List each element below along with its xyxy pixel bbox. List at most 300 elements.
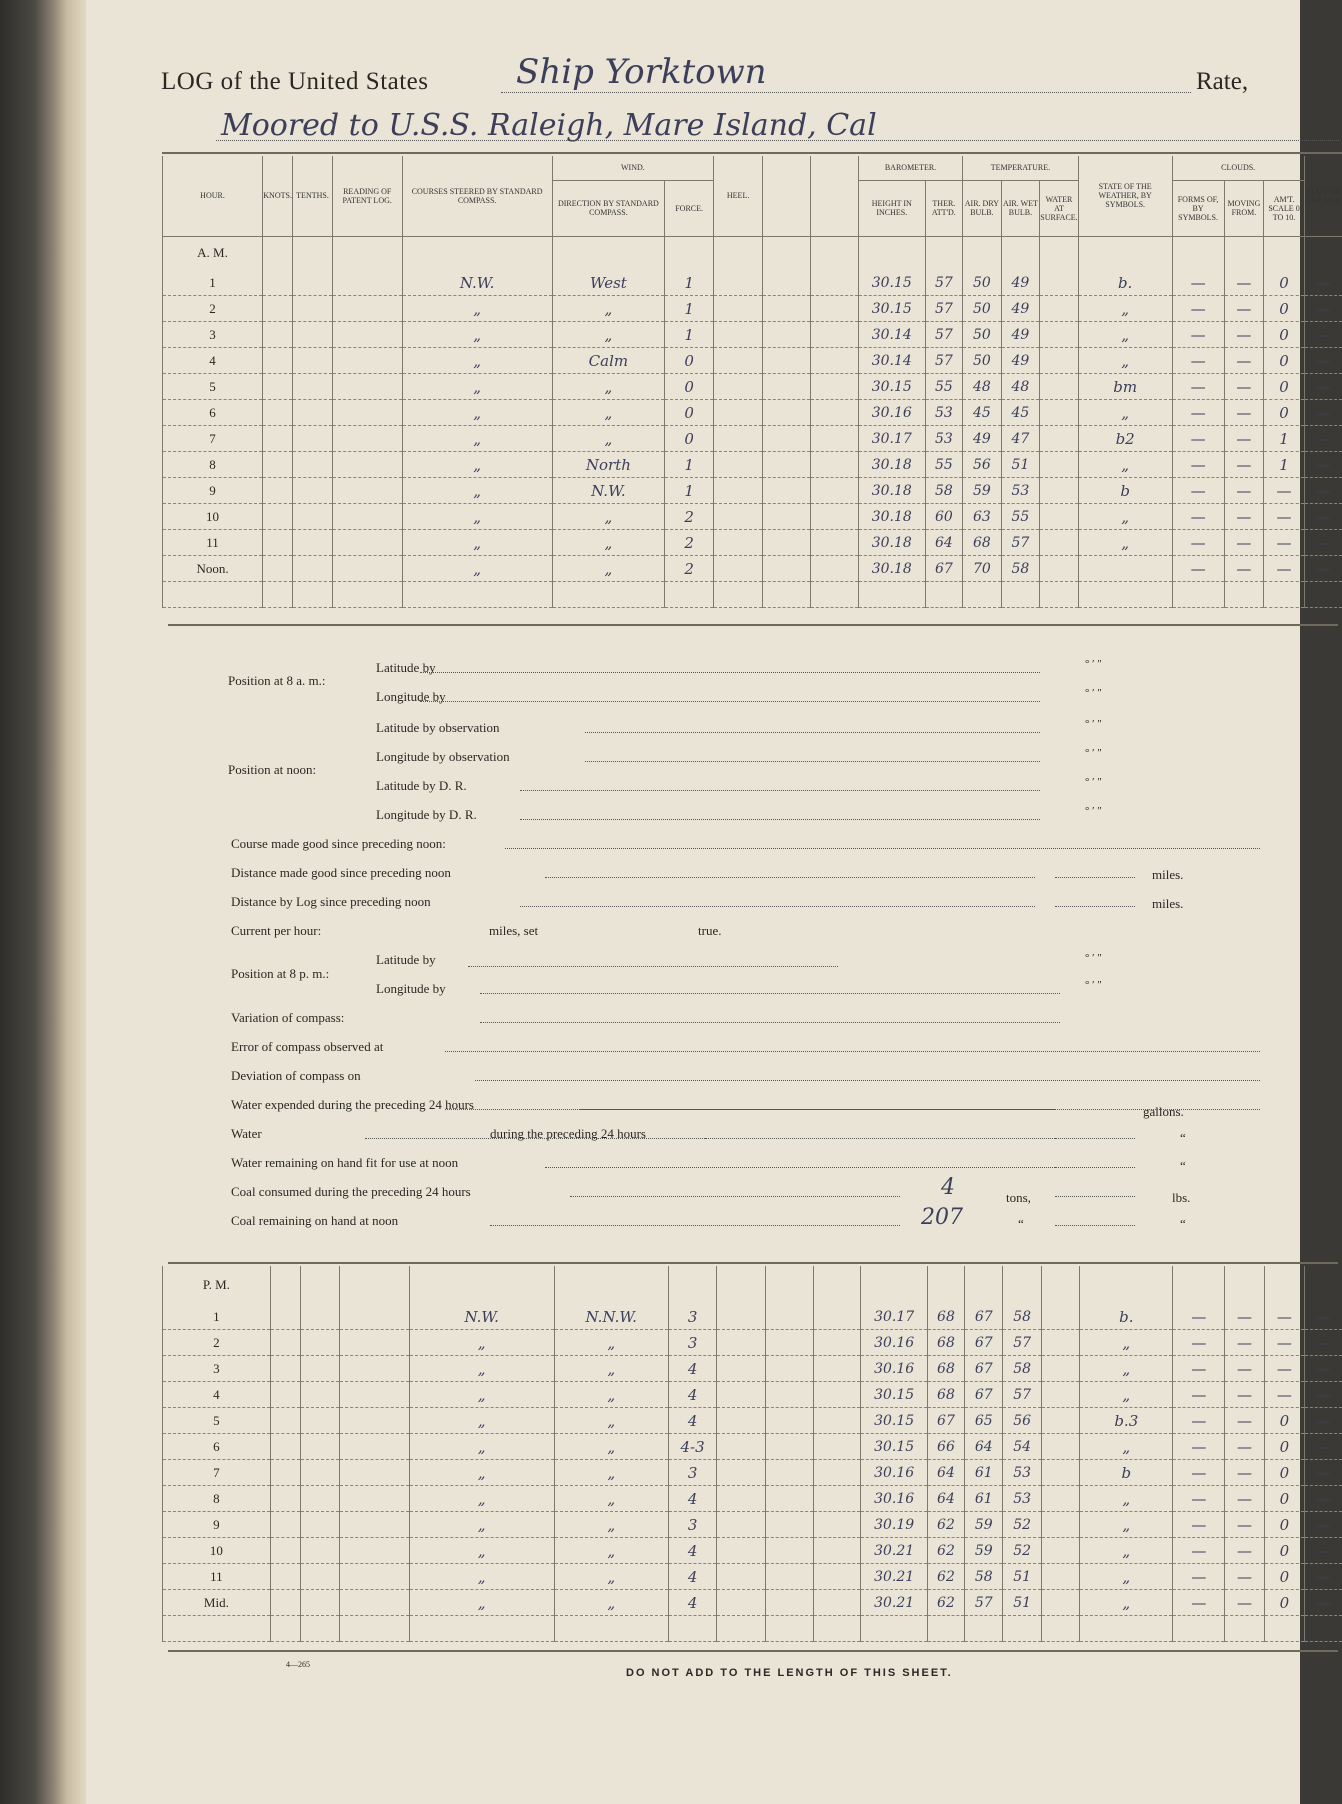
water-surface-cell	[1040, 452, 1079, 478]
am-table-row	[163, 452, 1342, 478]
patent-log-cell	[332, 322, 402, 348]
water-surface-cell	[1040, 348, 1079, 374]
wet-bulb-cell: 58	[1001, 556, 1040, 582]
cloud-forms-cell: —	[1172, 296, 1224, 322]
blank-cell	[813, 1408, 861, 1434]
thermometer-attached-cell: 68	[927, 1330, 964, 1356]
blank-cell	[811, 478, 859, 504]
hour-cell: 9	[163, 1512, 271, 1538]
thermometer-attached-cell: 57	[925, 270, 963, 296]
wind-direction-cell: „	[554, 1538, 668, 1564]
dry-bulb-cell: 50	[963, 296, 1002, 322]
knots-cell	[263, 270, 293, 296]
fill-in-rule	[505, 848, 1260, 849]
cloud-amount-cell: 0	[1264, 296, 1305, 322]
thermometer-attached-cell: 68	[927, 1304, 964, 1330]
ship-name: Ship Yorktown	[516, 52, 767, 92]
fill-in-rule	[585, 732, 1040, 733]
cloud-forms-cell: —	[1173, 1434, 1225, 1460]
wind-direction-cell: „	[552, 296, 665, 322]
course-cell: „	[409, 1564, 554, 1590]
cloud-amount-cell: —	[1264, 478, 1305, 504]
current-true: true.	[698, 923, 722, 938]
pos-8am-label: Position at 8 a. m.:	[228, 673, 326, 688]
sea-state-cell: —	[1305, 1512, 1342, 1538]
thermometer-attached-cell: 58	[925, 478, 963, 504]
col-wet-bulb: AIR. WET BULB.	[1001, 180, 1040, 236]
heel-cell	[714, 322, 763, 348]
cloud-forms-cell: —	[1173, 1538, 1225, 1564]
hour-cell: 5	[163, 1408, 271, 1434]
cloud-amount-cell: —	[1264, 530, 1305, 556]
cloud-moving-cell: —	[1225, 1304, 1264, 1330]
water-surface-cell	[1040, 400, 1079, 426]
weather-cell: „	[1078, 504, 1172, 530]
fill-in-rule	[585, 761, 1040, 762]
patent-log-cell	[340, 1408, 409, 1434]
pm-table-row	[163, 1512, 1342, 1538]
col-water-surface: WATER AT SURFACE.	[1040, 180, 1079, 236]
cloud-moving-cell: —	[1225, 1538, 1264, 1564]
thermometer-attached-cell: 60	[925, 504, 963, 530]
blank-cell	[766, 1538, 814, 1564]
wind-direction-cell: „	[554, 1564, 668, 1590]
water-surface-cell	[1041, 1356, 1079, 1382]
blank-cell	[813, 1538, 861, 1564]
wet-bulb-cell: 48	[1001, 374, 1040, 400]
fill-in-rule	[545, 1167, 1055, 1168]
thermometer-attached-cell: 57	[925, 296, 963, 322]
heel-cell	[717, 1512, 766, 1538]
col-bar-ther: THER. ATT'D.	[925, 180, 963, 236]
thermometer-attached-cell: 57	[925, 348, 963, 374]
blank-cell	[766, 1512, 814, 1538]
water-surface-cell	[1040, 270, 1079, 296]
wind-force-cell: 1	[665, 478, 714, 504]
tenths-cell	[293, 400, 333, 426]
pos-8pm-lon: Longitude by	[376, 981, 446, 996]
wind-force-cell: 0	[665, 400, 714, 426]
cloud-moving-cell: —	[1224, 400, 1264, 426]
thermometer-attached-cell: 57	[925, 322, 963, 348]
barometer-height-cell: 30.14	[858, 348, 925, 374]
footer-note: DO NOT ADD TO THE LENGTH OF THIS SHEET.	[626, 1667, 953, 1679]
cloud-moving-cell: —	[1225, 1356, 1264, 1382]
course-cell: „	[402, 296, 552, 322]
fill-in-rule	[580, 1109, 1055, 1110]
patent-log-cell	[340, 1356, 409, 1382]
col-patent-log: READING OF PATENT LOG.	[332, 156, 402, 236]
pm-table-row	[163, 1486, 1342, 1512]
col-cloud-amount: AM'T. SCALE 0 TO 10.	[1264, 180, 1305, 236]
wind-direction-cell: „	[552, 426, 665, 452]
barometer-height-cell: 30.18	[858, 556, 925, 582]
wet-bulb-cell: 52	[1003, 1512, 1041, 1538]
blank-cell	[763, 296, 811, 322]
knots-cell	[263, 400, 293, 426]
blank-cell	[766, 1590, 814, 1616]
wind-force-cell: 0	[665, 374, 714, 400]
barometer-height-cell: 30.16	[858, 400, 925, 426]
cloud-moving-cell: —	[1224, 322, 1264, 348]
cloud-amount-cell: 0	[1264, 1590, 1304, 1616]
weather-cell: „	[1078, 348, 1172, 374]
wind-force-cell: 1	[665, 452, 714, 478]
heel-cell	[714, 426, 763, 452]
form-number: 4—265	[286, 1660, 310, 1669]
heel-cell	[717, 1564, 766, 1590]
cloud-amount-cell: 1	[1264, 452, 1305, 478]
wind-force-cell: 1	[665, 322, 714, 348]
dry-bulb-cell: 65	[965, 1408, 1003, 1434]
tenths-cell	[293, 426, 333, 452]
am-table-row	[163, 296, 1342, 322]
wind-direction-cell: „	[552, 556, 665, 582]
knots-cell	[263, 348, 293, 374]
hour-cell: 3	[163, 322, 263, 348]
coordinate-marks: ° ′ ″	[1085, 747, 1102, 759]
patent-log-cell	[332, 426, 402, 452]
patent-log-cell	[340, 1304, 409, 1330]
am-table-row	[163, 530, 1342, 556]
weather-cell: „	[1078, 322, 1172, 348]
coal-tons: tons,	[1006, 1190, 1031, 1205]
barometer-height-cell: 30.15	[858, 296, 925, 322]
rate-label: Rate,	[1196, 68, 1249, 95]
cloud-forms-cell: —	[1173, 1382, 1225, 1408]
weather-cell: „	[1080, 1486, 1173, 1512]
location-text: Moored to U.S.S. Raleigh, Mare Island, Cal	[221, 108, 877, 143]
cloud-amount-cell: —	[1264, 504, 1305, 530]
blank-cell	[766, 1304, 814, 1330]
wind-direction-cell: „	[554, 1486, 668, 1512]
sea-state-cell: —	[1304, 530, 1342, 556]
coal-remaining-value: 207	[921, 1205, 963, 1230]
thermometer-attached-cell: 62	[927, 1512, 964, 1538]
wind-force-cell: 3	[668, 1330, 717, 1356]
pm-table-row	[163, 1304, 1342, 1330]
cloud-moving-cell: —	[1225, 1382, 1264, 1408]
barometer-height-cell: 30.15	[858, 270, 925, 296]
cloud-moving-cell: —	[1224, 530, 1264, 556]
col-tenths: TENTHS.	[293, 156, 333, 236]
weather-cell	[1078, 556, 1172, 582]
blank-cell	[763, 426, 811, 452]
dry-bulb-cell: 67	[965, 1304, 1003, 1330]
knots-cell	[263, 426, 293, 452]
fill-in-rule	[1055, 1109, 1130, 1110]
tenths-cell	[293, 504, 333, 530]
thermometer-attached-cell: 67	[925, 556, 963, 582]
thermometer-attached-cell: 64	[927, 1460, 964, 1486]
tenths-cell	[300, 1486, 339, 1512]
heel-cell	[717, 1408, 766, 1434]
course-cell: „	[409, 1356, 554, 1382]
patent-log-cell	[340, 1382, 409, 1408]
water-surface-cell	[1040, 374, 1079, 400]
barometer-height-cell: 30.21	[861, 1538, 927, 1564]
heel-cell	[714, 452, 763, 478]
fill-in-rule	[1055, 906, 1135, 907]
course-made-label: Course made good since preceding noon:	[231, 836, 446, 851]
blank-cell	[813, 1356, 861, 1382]
barometer-height-cell: 30.18	[858, 504, 925, 530]
water-surface-cell	[1040, 530, 1079, 556]
distance-log-miles: miles.	[1152, 896, 1184, 911]
blank-cell	[766, 1408, 814, 1434]
dry-bulb-cell: 49	[963, 426, 1002, 452]
dry-bulb-cell: 68	[963, 530, 1002, 556]
sea-state-cell: —	[1304, 322, 1342, 348]
cloud-moving-cell: —	[1224, 452, 1264, 478]
distance-made-miles: miles.	[1152, 867, 1184, 882]
hour-cell: 4	[163, 1382, 271, 1408]
knots-cell	[270, 1564, 300, 1590]
cloud-forms-cell: —	[1172, 556, 1224, 582]
wind-direction-cell: „	[554, 1382, 668, 1408]
dry-bulb-cell: 50	[963, 322, 1002, 348]
wind-force-cell: 1	[665, 296, 714, 322]
cloud-moving-cell: —	[1225, 1330, 1264, 1356]
sea-state-cell: —	[1304, 400, 1342, 426]
fill-in-rule	[1055, 1225, 1135, 1226]
fill-in-rule	[570, 1196, 900, 1197]
sea-state-cell: —	[1304, 426, 1342, 452]
course-cell: „	[409, 1434, 554, 1460]
cloud-amount-cell: 0	[1264, 1408, 1304, 1434]
wind-direction-cell: „	[554, 1356, 668, 1382]
blank-cell	[811, 270, 859, 296]
patent-log-cell	[340, 1486, 409, 1512]
blank-cell	[763, 400, 811, 426]
fill-in-rule	[490, 1225, 900, 1226]
am-table-row	[163, 348, 1342, 374]
wind-direction-cell: Calm	[552, 348, 665, 374]
heel-cell	[717, 1486, 766, 1512]
tenths-cell	[293, 348, 333, 374]
tenths-cell	[300, 1538, 339, 1564]
pos-8pm-lat: Latitude by	[376, 952, 436, 967]
wind-direction-cell: „	[552, 504, 665, 530]
cloud-forms-cell: —	[1172, 400, 1224, 426]
knots-cell	[270, 1434, 300, 1460]
pm-table-row	[163, 1408, 1342, 1434]
tenths-cell	[293, 478, 333, 504]
deviation-label: Deviation of compass on	[231, 1068, 361, 1083]
title-rule	[501, 92, 1191, 93]
noon-lon-obs: Longitude by observation	[376, 749, 510, 764]
cloud-amount-cell: 0	[1264, 270, 1305, 296]
cloud-amount-cell: 0	[1264, 1460, 1304, 1486]
knots-cell	[270, 1512, 300, 1538]
noon-lat-dr: Latitude by D. R.	[376, 778, 467, 793]
blank-cell	[763, 322, 811, 348]
water-surface-cell	[1041, 1434, 1079, 1460]
cloud-moving-cell: —	[1225, 1434, 1264, 1460]
barometer-height-cell: 30.18	[858, 452, 925, 478]
blank-cell	[811, 504, 859, 530]
tenths-cell	[300, 1434, 339, 1460]
tenths-cell	[293, 452, 333, 478]
blank-cell	[811, 296, 859, 322]
col-courses: COURSES STEERED BY STANDARD COMPASS.	[402, 156, 552, 236]
dry-bulb-cell: 70	[963, 556, 1002, 582]
sea-state-cell: —	[1304, 374, 1342, 400]
blank-cell	[763, 270, 811, 296]
hour-cell: Mid.	[163, 1590, 271, 1616]
fill-in-rule	[475, 1080, 1260, 1081]
book-binding	[0, 0, 86, 1804]
knots-cell	[263, 452, 293, 478]
heel-cell	[714, 530, 763, 556]
dry-bulb-cell: 57	[965, 1590, 1003, 1616]
fill-in-rule	[480, 993, 1060, 994]
coal-consumed-label: Coal consumed during the preceding 24 hours	[231, 1184, 471, 1199]
cloud-forms-cell: —	[1173, 1304, 1225, 1330]
fill-in-rule	[1055, 1196, 1135, 1197]
coal-lbs: lbs.	[1172, 1190, 1191, 1205]
course-cell: „	[409, 1408, 554, 1434]
blank-cell	[766, 1460, 814, 1486]
col-barometer: BAROMETER.	[858, 156, 962, 180]
cloud-amount-cell: —	[1264, 1304, 1304, 1330]
barometer-height-cell: 30.21	[861, 1564, 927, 1590]
water-gallons: gallons.	[1143, 1104, 1184, 1119]
col-cloud-moving: MOVING FROM.	[1224, 180, 1264, 236]
coordinate-marks: ° ′ ″	[1085, 952, 1102, 964]
am-table-row	[163, 504, 1342, 530]
coal-ditto-2: “	[1180, 1216, 1186, 1231]
blank-cell	[811, 426, 859, 452]
blank-cell	[811, 322, 859, 348]
patent-log-cell	[332, 452, 402, 478]
location-rule	[216, 140, 1341, 141]
thermometer-attached-cell: 68	[927, 1382, 964, 1408]
course-cell: „	[402, 478, 552, 504]
fill-in-rule	[420, 672, 1040, 673]
barometer-height-cell: 30.16	[861, 1486, 927, 1512]
cloud-moving-cell: —	[1225, 1408, 1264, 1434]
weather-cell: „	[1080, 1590, 1173, 1616]
distance-log-label: Distance by Log since preceding noon	[231, 894, 431, 909]
tenths-cell	[293, 270, 333, 296]
course-cell: „	[402, 530, 552, 556]
water-surface-cell	[1041, 1564, 1079, 1590]
knots-cell	[263, 530, 293, 556]
cloud-forms-cell: —	[1172, 348, 1224, 374]
water-surface-cell	[1041, 1304, 1079, 1330]
cloud-amount-cell: 0	[1264, 374, 1305, 400]
sea-state-cell: —	[1305, 1304, 1342, 1330]
patent-log-cell	[340, 1512, 409, 1538]
wind-force-cell: 4	[668, 1356, 717, 1382]
wet-bulb-cell: 49	[1001, 322, 1040, 348]
pos-noon-label: Position at noon:	[228, 762, 317, 777]
barometer-height-cell: 30.17	[858, 426, 925, 452]
heel-cell	[714, 504, 763, 530]
col-blank-1	[763, 156, 811, 236]
thermometer-attached-cell: 64	[927, 1486, 964, 1512]
patent-log-cell	[340, 1330, 409, 1356]
sea-state-cell: —	[1304, 452, 1342, 478]
pm-log-table	[162, 1266, 1342, 1642]
water-surface-cell	[1041, 1330, 1079, 1356]
water-ditto: “	[1180, 1130, 1186, 1145]
course-cell: „	[402, 504, 552, 530]
am-table-row	[163, 400, 1342, 426]
dry-bulb-cell: 59	[965, 1538, 1003, 1564]
hour-cell: 7	[163, 1460, 271, 1486]
hour-cell: 10	[163, 1538, 271, 1564]
wind-force-cell: 2	[665, 530, 714, 556]
heel-cell	[717, 1590, 766, 1616]
wind-direction-cell: „	[552, 374, 665, 400]
cloud-forms-cell: —	[1172, 270, 1224, 296]
sea-state-cell: —	[1304, 504, 1342, 530]
fill-in-rule	[545, 877, 1035, 878]
knots-cell	[263, 296, 293, 322]
fill-in-rule	[445, 1051, 1260, 1052]
wet-bulb-cell: 57	[1003, 1382, 1041, 1408]
patent-log-cell	[332, 374, 402, 400]
course-cell: „	[409, 1538, 554, 1564]
weather-cell: b.	[1078, 270, 1172, 296]
col-temperature: TEMPERATURE.	[963, 156, 1079, 180]
barometer-height-cell: 30.15	[858, 374, 925, 400]
blank-cell	[763, 348, 811, 374]
knots-cell	[270, 1304, 300, 1330]
water-surface-cell	[1040, 556, 1079, 582]
hour-cell: 4	[163, 348, 263, 374]
wind-force-cell: 4	[668, 1486, 717, 1512]
cloud-amount-cell: —	[1264, 556, 1305, 582]
water-surface-cell	[1040, 478, 1079, 504]
cloud-forms-cell: —	[1173, 1590, 1225, 1616]
dry-bulb-cell: 59	[965, 1512, 1003, 1538]
wind-direction-cell: „	[554, 1330, 668, 1356]
cloud-forms-cell: —	[1172, 426, 1224, 452]
cloud-moving-cell: —	[1224, 426, 1264, 452]
fill-in-rule	[1055, 1138, 1135, 1139]
course-cell: „	[402, 556, 552, 582]
wet-bulb-cell: 58	[1003, 1304, 1041, 1330]
tenths-cell	[300, 1590, 339, 1616]
current-label: Current per hour:	[231, 923, 322, 938]
coordinate-marks: ° ′ ″	[1085, 718, 1102, 730]
heel-cell	[717, 1434, 766, 1460]
cloud-moving-cell: —	[1225, 1460, 1264, 1486]
fill-in-rule	[520, 819, 1040, 820]
blank-cell	[763, 556, 811, 582]
barometer-height-cell: 30.15	[861, 1434, 927, 1460]
log-title: LOG of the United States	[161, 68, 429, 95]
col-wind-force: FORCE.	[665, 180, 714, 236]
tenths-cell	[293, 374, 333, 400]
am-label: A. M.	[163, 236, 263, 270]
fill-in-rule	[705, 1138, 1055, 1139]
heel-cell	[714, 296, 763, 322]
wet-bulb-cell: 52	[1003, 1538, 1041, 1564]
coordinate-marks: ° ′ ″	[1085, 687, 1102, 699]
cloud-moving-cell: —	[1225, 1486, 1264, 1512]
sea-state-cell: —	[1305, 1356, 1342, 1382]
water-surface-cell	[1040, 426, 1079, 452]
blank-cell	[766, 1434, 814, 1460]
dry-bulb-cell: 50	[963, 348, 1002, 374]
dry-bulb-cell: 63	[963, 504, 1002, 530]
wind-force-cell: 1	[665, 270, 714, 296]
weather-cell: b.	[1080, 1304, 1173, 1330]
